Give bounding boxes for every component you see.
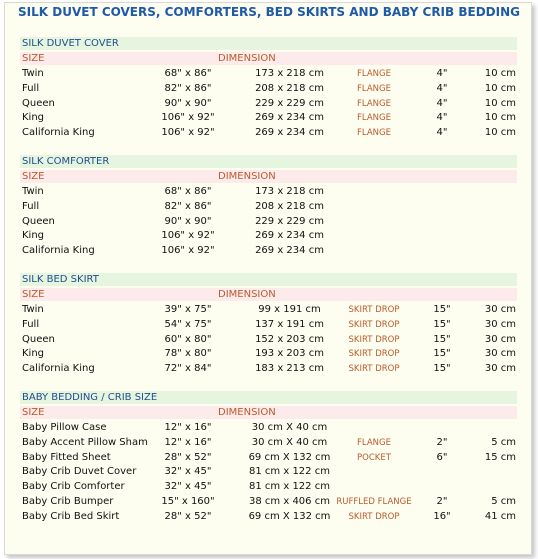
column-header-bar	[20, 288, 517, 301]
extra-type: FLANGE	[357, 113, 391, 124]
dimension-cm: 152 x 203 cm	[255, 333, 324, 345]
size-name: Twin	[22, 68, 44, 79]
dimension-inches: 28" x 52"	[164, 451, 212, 463]
table-row	[20, 436, 517, 451]
size-label: SIZE	[22, 289, 45, 300]
table-row	[20, 510, 517, 525]
table-row	[20, 97, 517, 112]
size-name: Baby Crib Bumper	[22, 495, 114, 507]
size-name: California King	[22, 363, 95, 375]
extra-cm: 30 cm	[484, 318, 516, 330]
dimension-inches: 72" x 84"	[164, 363, 212, 375]
dimension-cm: 38 cm x 406 cm	[249, 495, 330, 507]
table-row	[20, 185, 517, 200]
table-row	[20, 465, 517, 480]
dimension-inches: 78" x 80"	[164, 348, 212, 360]
extra-inches: 4"	[436, 97, 448, 109]
dimension-inches: 82" x 86"	[164, 82, 212, 94]
extra-cm: 30 cm	[484, 333, 516, 345]
size-name: Queen	[22, 97, 55, 109]
extra-cm: 10 cm	[484, 82, 516, 94]
size-name: Full	[22, 82, 40, 94]
table-row	[20, 82, 517, 97]
table-row	[20, 333, 517, 348]
extra-inches: 15"	[433, 363, 451, 375]
column-header-bar	[20, 170, 517, 183]
extra-type: SKIRT DROP	[348, 364, 400, 375]
table-row	[20, 451, 517, 466]
dimension-cm: 269 x 234 cm	[255, 112, 324, 124]
section-3	[20, 273, 517, 377]
extra-inches: 15"	[433, 333, 451, 345]
dimension-inches: 12" x 16"	[164, 436, 212, 448]
dimension-inches: 60" x 80"	[164, 333, 212, 345]
dimension-cm: 173 x 218 cm	[255, 68, 324, 79]
size-name: Baby Crib Bed Skirt	[22, 510, 120, 522]
dimension-cm: 208 x 218 cm	[255, 200, 324, 212]
extra-type: FLANGE	[357, 69, 391, 79]
page-title: SILK DUVET COVERS, COMFORTERS, BED SKIRTS AND BABY CRIB BEDDING	[18, 5, 520, 19]
size-name: California King	[22, 245, 95, 257]
table-row	[20, 126, 517, 141]
size-label: SIZE	[22, 53, 45, 64]
extra-inches: 4"	[436, 68, 448, 79]
dimension-inches: 106" x 92"	[161, 127, 215, 139]
section-1	[20, 37, 517, 141]
extra-inches: 15"	[433, 348, 451, 360]
dimension-inches: 12" x 16"	[164, 422, 212, 433]
size-name: Twin	[22, 186, 44, 197]
dimension-inches: 39" x 75"	[164, 304, 212, 315]
extra-inches: 16"	[433, 510, 451, 522]
section-2	[20, 155, 517, 259]
size-name: King	[22, 230, 45, 242]
dimension-inches: 90" x 90"	[164, 215, 212, 227]
table-row	[20, 421, 517, 436]
section-heading: BABY BEDDING / CRIB SIZE	[20, 391, 517, 404]
dimension-cm: 30 cm X 40 cm	[251, 436, 328, 448]
size-name: Full	[22, 318, 40, 330]
extra-cm: 30 cm	[484, 304, 516, 315]
table-row	[20, 303, 517, 318]
size-name: Baby Pillow Case	[22, 422, 107, 433]
table-row	[20, 362, 517, 377]
dimension-cm: 229 x 229 cm	[255, 97, 324, 109]
dimension-cm: 229 x 229 cm	[255, 215, 324, 227]
size-name: Queen	[22, 215, 55, 227]
dimension-cm: 69 cm X 132 cm	[248, 451, 331, 463]
table-row	[20, 215, 517, 230]
dimension-cm: 269 x 234 cm	[255, 127, 324, 139]
dimension-inches: 68" x 86"	[164, 68, 212, 79]
extra-type: SKIRT DROP	[348, 319, 400, 330]
extra-type: FLANGE	[357, 83, 391, 94]
extra-cm: 15 cm	[484, 451, 516, 463]
size-name: Baby Crib Duvet Cover	[22, 466, 137, 478]
section-heading: SILK BED SKIRT	[20, 273, 517, 286]
table-row	[20, 480, 517, 495]
dimension-inches: 15" x 160"	[161, 495, 215, 507]
dimension-inches: 90" x 90"	[164, 97, 212, 109]
extra-cm: 5 cm	[491, 436, 516, 448]
table-row	[20, 200, 517, 215]
dimension-inches: 106" x 92"	[161, 230, 215, 242]
size-name: Full	[22, 200, 40, 212]
extra-cm: 41 cm	[484, 510, 516, 522]
size-label: SIZE	[22, 407, 45, 418]
table-row	[20, 229, 517, 244]
dimension-cm: 99 x 191 cm	[258, 304, 321, 315]
dimension-cm: 69 cm X 132 cm	[248, 510, 331, 522]
extra-type: SKIRT DROP	[348, 305, 400, 315]
dimension-inches: 32" x 45"	[164, 481, 212, 493]
dimension-cm: 269 x 234 cm	[255, 245, 324, 257]
dimension-cm: 183 x 213 cm	[255, 363, 324, 375]
section-heading: SILK DUVET COVER	[20, 37, 517, 50]
dimension-inches: 32" x 45"	[164, 466, 212, 478]
table-row	[20, 347, 517, 362]
extra-type: POCKET	[357, 452, 391, 463]
dimension-inches: 68" x 86"	[164, 186, 212, 197]
size-name: Baby Fitted Sheet	[22, 451, 111, 463]
column-header-bar	[20, 52, 517, 65]
extra-type: RUFFLED FLANGE	[336, 496, 412, 507]
extra-cm: 30 cm	[484, 363, 516, 375]
size-label: SIZE	[22, 171, 45, 182]
dimension-label: DIMENSION	[218, 53, 276, 64]
size-name: Queen	[22, 333, 55, 345]
dimension-cm: 81 cm x 122 cm	[249, 466, 330, 478]
extra-inches: 4"	[436, 127, 448, 139]
extra-inches: 4"	[436, 82, 448, 94]
extra-cm: 10 cm	[484, 127, 516, 139]
size-name: King	[22, 348, 45, 360]
extra-cm: 30 cm	[484, 348, 516, 360]
dimension-cm: 137 x 191 cm	[255, 318, 324, 330]
extra-cm: 10 cm	[484, 68, 516, 79]
size-name: Baby Accent Pillow Sham	[22, 436, 148, 448]
extra-type: SKIRT DROP	[348, 511, 400, 522]
dimension-label: DIMENSION	[218, 407, 276, 418]
dimension-cm: 173 x 218 cm	[255, 186, 324, 197]
extra-cm: 10 cm	[484, 97, 516, 109]
size-name: King	[22, 112, 45, 124]
dimension-cm: 208 x 218 cm	[255, 82, 324, 94]
extra-type: SKIRT DROP	[348, 349, 400, 360]
dimension-inches: 106" x 92"	[161, 112, 215, 124]
table-row	[20, 318, 517, 333]
dimension-inches: 106" x 92"	[161, 245, 215, 257]
extra-inches: 2"	[436, 436, 448, 448]
section-heading: SILK COMFORTER	[20, 155, 517, 168]
dimension-inches: 54" x 75"	[164, 318, 212, 330]
extra-inches: 15"	[433, 304, 451, 315]
size-name: Twin	[22, 304, 44, 315]
table-row	[20, 495, 517, 510]
extra-inches: 2"	[436, 495, 448, 507]
table-row	[20, 67, 517, 82]
extra-type: FLANGE	[357, 437, 391, 448]
table-row	[20, 111, 517, 126]
dimension-inches: 28" x 52"	[164, 510, 212, 522]
extra-inches: 15"	[433, 318, 451, 330]
extra-inches: 4"	[436, 112, 448, 124]
dimension-cm: 269 x 234 cm	[255, 230, 324, 242]
dimension-cm: 81 cm x 122 cm	[249, 481, 330, 493]
dimension-cm: 30 cm X 40 cm	[251, 422, 328, 433]
extra-type: FLANGE	[357, 128, 391, 139]
extra-type: FLANGE	[357, 98, 391, 109]
size-name: California King	[22, 127, 95, 139]
column-header-bar	[20, 406, 517, 419]
dimension-label: DIMENSION	[218, 289, 276, 300]
extra-type: SKIRT DROP	[348, 334, 400, 345]
dimension-inches: 82" x 86"	[164, 200, 212, 212]
dimension-label: DIMENSION	[218, 171, 276, 182]
dimension-cm: 193 x 203 cm	[255, 348, 324, 360]
extra-inches: 6"	[436, 451, 448, 463]
table-row	[20, 244, 517, 259]
extra-cm: 5 cm	[491, 495, 516, 507]
size-name: Baby Crib Comforter	[22, 481, 125, 493]
extra-cm: 10 cm	[484, 112, 516, 124]
section-4	[20, 391, 517, 525]
